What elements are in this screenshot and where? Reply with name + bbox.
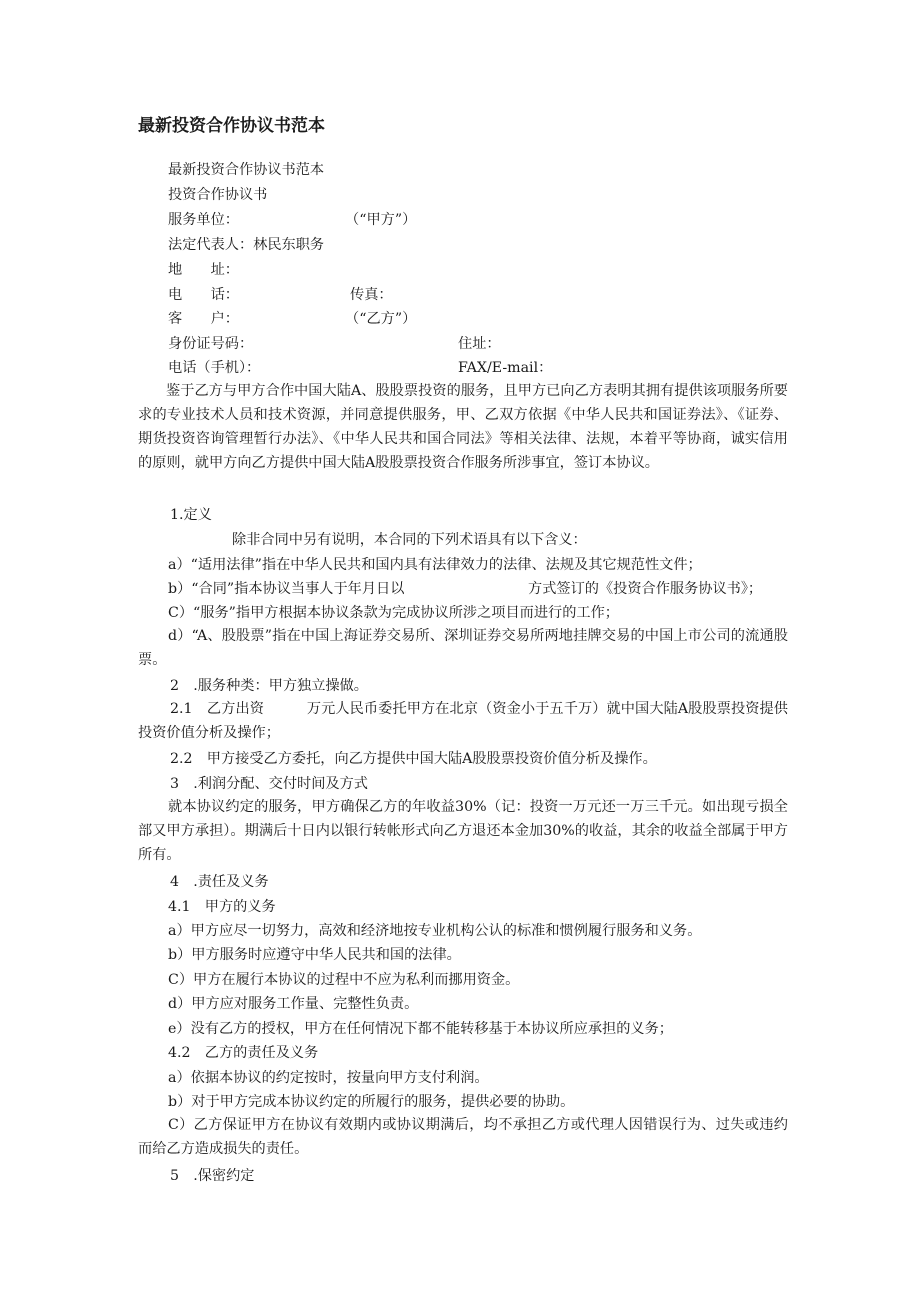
clause-4-1-title: 4.1 甲方的义务: [168, 899, 276, 915]
party-a-tag: （“甲方”）: [345, 212, 417, 228]
definition-a: a）“适用法律”指在中华人民共和国内具有法律效力的法律、法规及其它规范性文件；: [168, 557, 702, 573]
fax-label: 传真：: [350, 287, 393, 303]
clause-4-1-a: a）甲方应尽一切努力，高效和经济地按专业机构公认的标准和惯例履行服务和义务。: [168, 923, 702, 939]
email-label: FAX/E-mail：: [458, 360, 553, 376]
clause-4-2-title: 4.2 乙方的责任及义务: [168, 1045, 319, 1061]
clause-4-2-a: a）依据本协议的约定按时，按量向甲方支付利润。: [168, 1070, 489, 1086]
section-1-intro: 除非合同中另有说明，本合同的下列术语具有以下含义：: [232, 532, 587, 548]
section-3-title: 3 .利润分配、交付时间及方式: [170, 776, 368, 792]
phone-label: 电 话：: [168, 287, 239, 303]
residence-label: 住址：: [458, 336, 501, 352]
clause-2-1: 2.1 乙方出资 万元人民币委托甲方在北京（资金小于五千万）就中国大陆A股股票投资提供投资价值分析及操作；: [138, 701, 788, 741]
party-b-tag: （“乙方”）: [345, 311, 417, 327]
mobile-label: 电话（手机）：: [168, 360, 261, 376]
service-unit-label: 服务单位：: [168, 212, 239, 228]
id-number-label: 身份证号码：: [168, 336, 254, 352]
subtitle: 最新投资合作协议书范本: [168, 162, 325, 178]
section-2-title: 2 .服务种类：甲方独立操做。: [170, 678, 368, 694]
clause-4-1-e: e）没有乙方的授权，甲方在任何情况下都不能转移基于本协议所应承担的义务；: [168, 1021, 673, 1037]
clause-4-1-c: C）甲方在履行本协议的过程中不应为私利而挪用资金。: [168, 972, 520, 988]
section-5-title: 5 .保密约定: [170, 1168, 255, 1184]
definition-c: C）“服务”指甲方根据本协议条款为完成协议所涉之项目而进行的工作；: [168, 605, 619, 621]
preamble-paragraph: 鉴于乙方与甲方合作中国大陆A、股股票投资的服务，且甲方已向乙方表明其拥有提供该项服务所要求的专业技术人员和技术资源，并同意提供服务，甲、乙双方依据《中华人民共和国证券法》、《证券、期货投资咨询管理暂行办法》、《中华人民共和国合同法》等相关法律、法规，本着平等协商，诚实信用的原则，就甲方向乙方提供中国大陆A股股票投资合作服务所涉事宜，签订本协议。: [138, 383, 788, 471]
clause-4-2-c: C）乙方保证甲方在协议有效期内或协议期满后，均不承担乙方或代理人因错误行为、过失或违约而给乙方造成损失的责任。: [138, 1117, 788, 1157]
section-1-title: 1.定义: [170, 507, 212, 523]
legal-representative: 法定代表人：林民东职务: [168, 237, 325, 253]
clause-2-2: 2.2 甲方接受乙方委托，向乙方提供中国大陆A股股票投资价值分析及操作。: [170, 751, 657, 767]
contract-name: 投资合作协议书: [168, 187, 268, 203]
address-label: 地 址：: [168, 262, 239, 278]
clause-4-1-b: b）甲方服务时应遵守中华人民共和国的法律。: [168, 947, 461, 963]
clause-4-1-d: d）甲方应对服务工作量、完整性负责。: [168, 996, 419, 1012]
definition-d: d）“A、股股票”指在中国上海证券交易所、深圳证券交易所两地挂牌交易的中国上市公司的流通股票。: [138, 628, 788, 668]
clause-4-2-b: b）对于甲方完成本协议约定的所履行的服务，提供必要的协助。: [168, 1094, 575, 1110]
document-title: 最新投资合作协议书范本: [138, 116, 325, 136]
definition-b-start: b）“合同”指本协议当事人于年月日以: [168, 581, 405, 597]
client-label: 客 户：: [168, 311, 239, 327]
section-4-title: 4 .责任及义务: [170, 874, 269, 890]
section-3-body: 就本协议约定的服务，甲方确保乙方的年收益30%（记：投资一万元还一万三千元。如出现亏损全部又甲方承担）。期满后十日内以银行转帐形式向乙方退还本金加30%的收益，其余的收益全部属于甲方所有。: [138, 799, 788, 863]
definition-b-end: 方式签订的《投资合作服务协议书》；: [528, 581, 763, 597]
